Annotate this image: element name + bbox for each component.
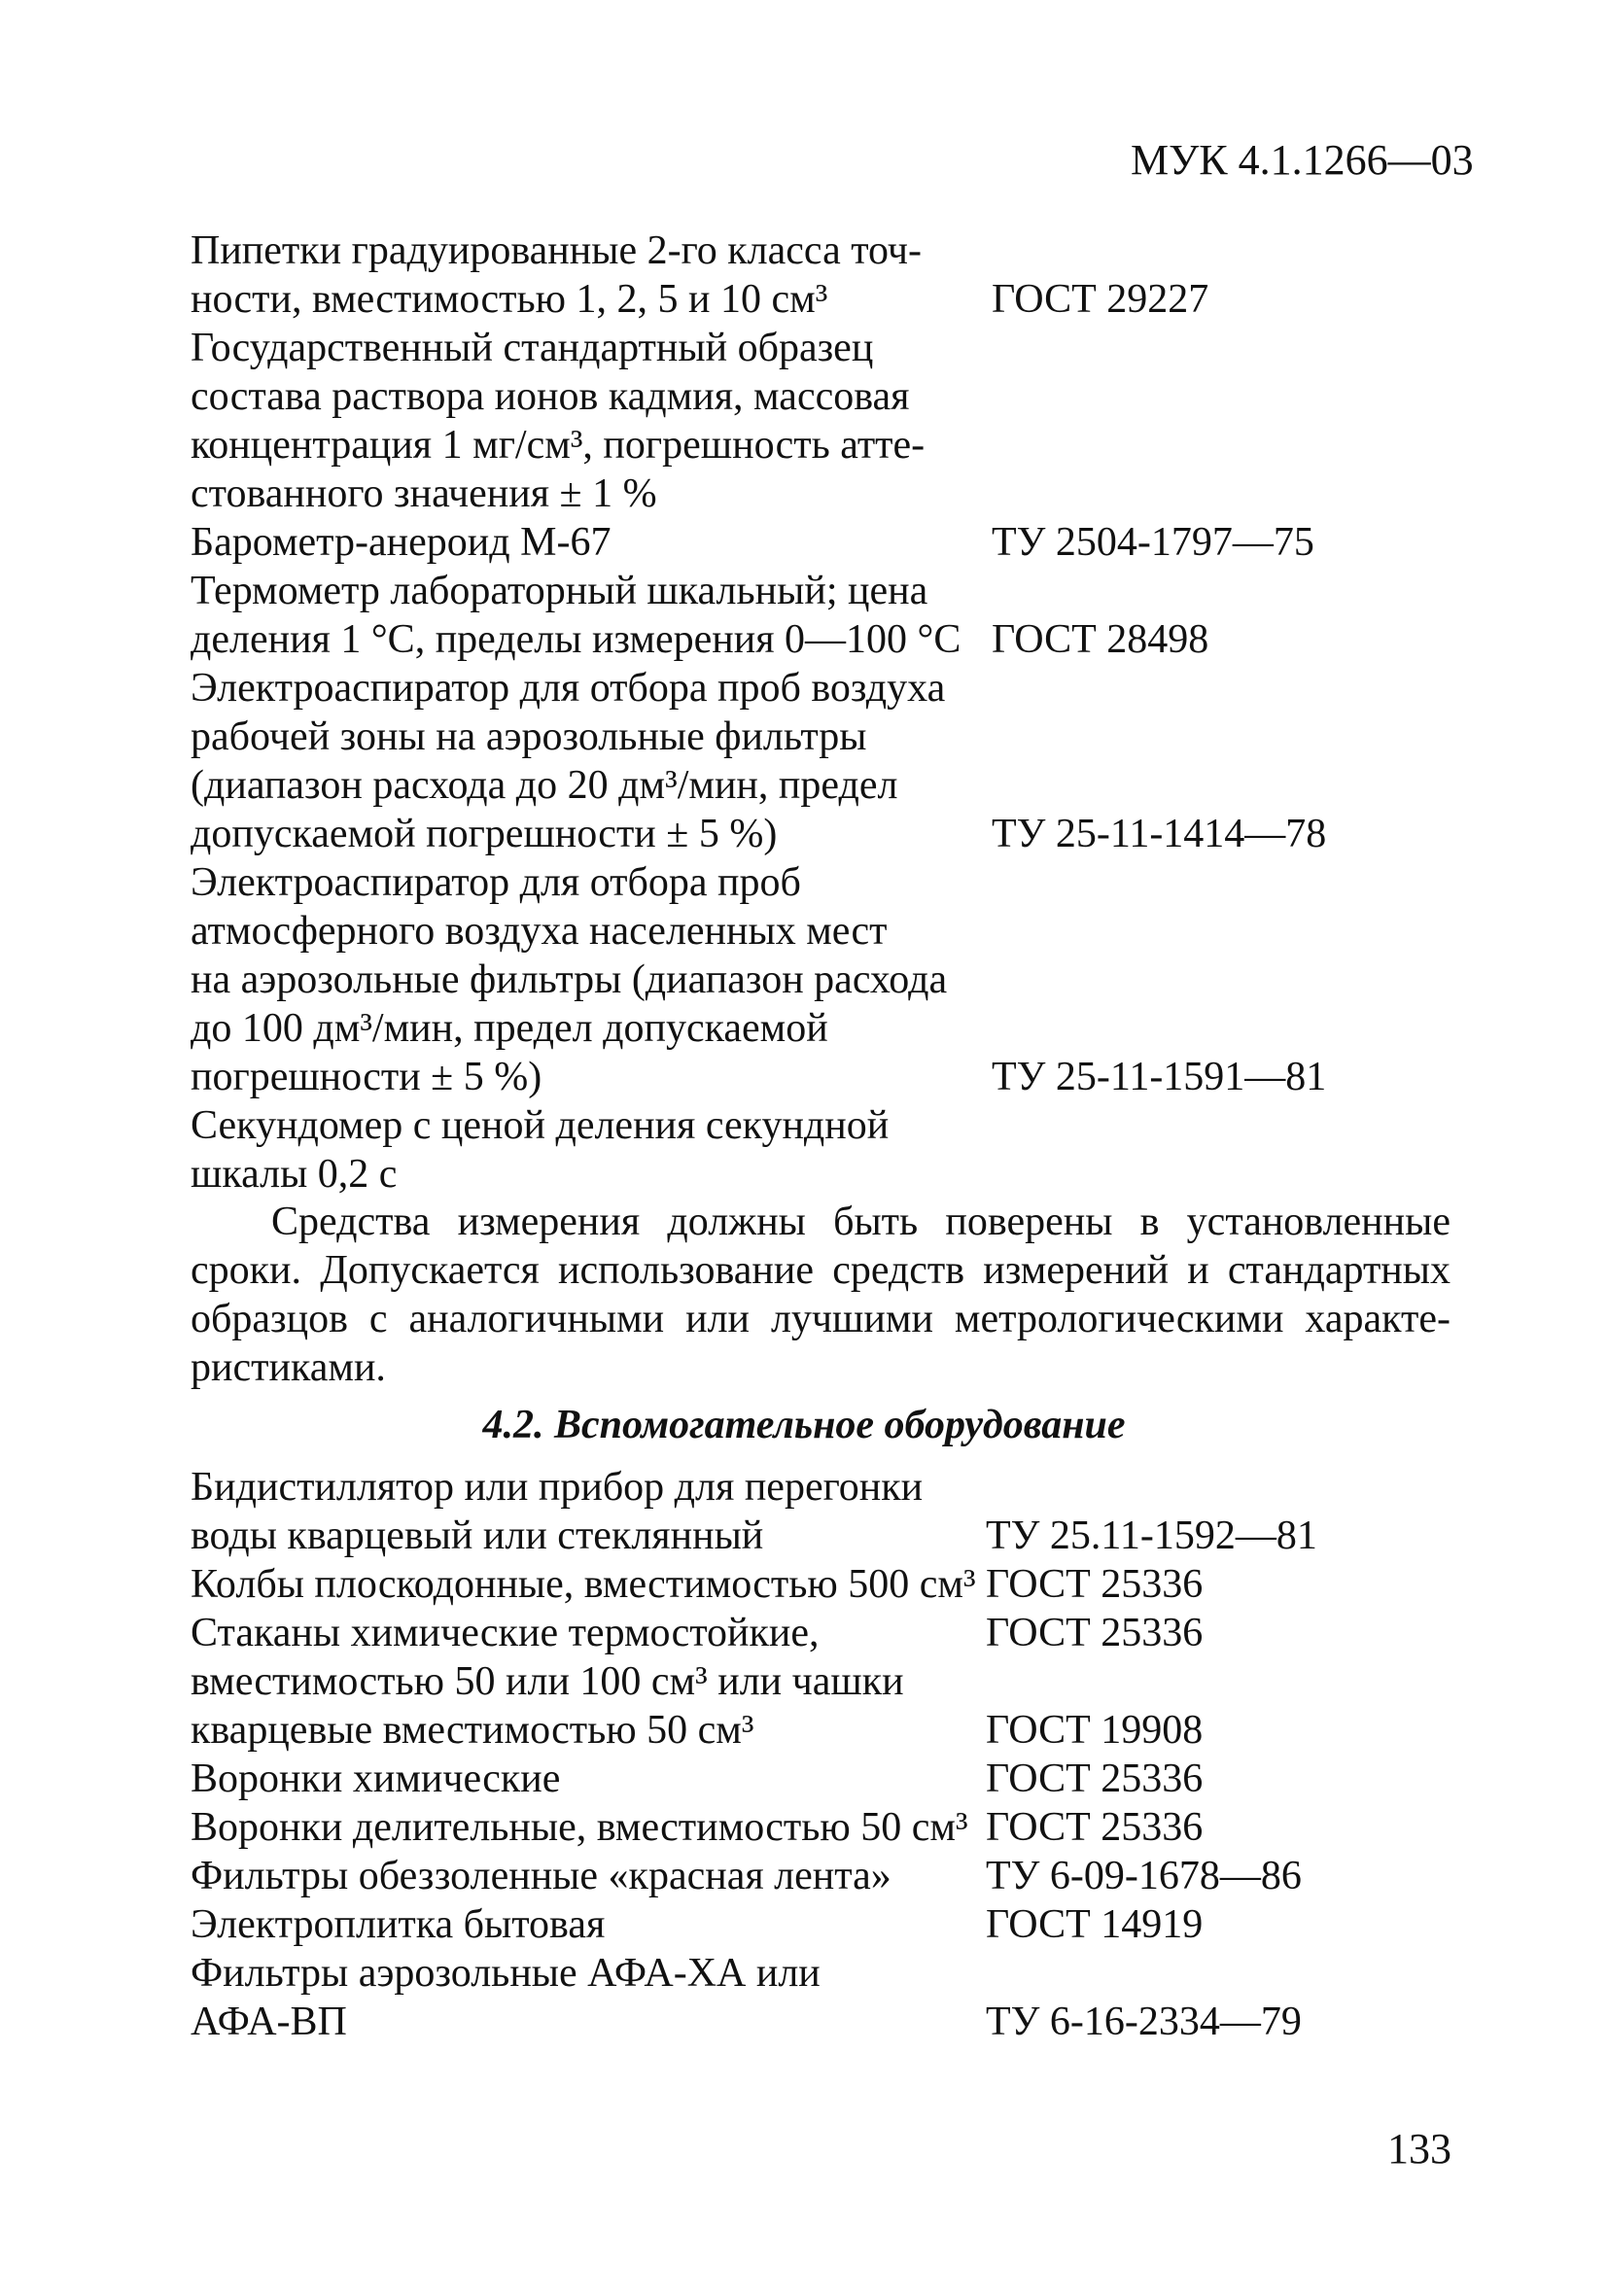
item-text-line: Электроплитка бытовая [191,1902,606,1947]
measuring-instruments-list [191,226,1454,1199]
item-text-line: Фильтры аэрозольные АФА-ХА или [191,1951,821,1996]
item-text-line: на аэрозольные фильтры (диапазон расхода [191,957,948,1002]
item-standard: ТУ 25-11-1591—81 [992,1055,1327,1099]
item-text-line: Электроаспиратор для отбора проб воздуха [191,666,946,711]
item-text-line: Термометр лабораторный шкальный; цена [191,569,928,613]
item-text-line: Государственный стандартный образец [191,326,874,370]
list-item [191,664,1454,858]
item-text-line: состава раствора ионов кадмия, массовая [191,374,910,419]
item-standard: ГОСТ 29227 [992,277,1209,322]
list-item [191,1803,1454,1852]
list-item [191,1900,1454,1949]
list-item [191,1463,1454,1560]
list-item [191,1852,1454,1900]
item-standard: ТУ 25-11-1414—78 [992,812,1327,856]
list-item [191,226,1454,324]
item-standard: ТУ 6-16-2334—79 [986,2000,1302,2044]
item-standard: ГОСТ 28498 [992,617,1209,662]
item-text-line: Стаканы химические термостойкие, [191,1611,820,1655]
item-text-line: Воронки химические [191,1757,561,1801]
item-text-line: рабочей зоны на аэрозольные фильтры [191,714,867,759]
item-text-line: Фильтры обеззоленные «красная лента» [191,1854,891,1898]
item-text-line: Барометр-анероид М-67 [191,520,612,565]
item-text-line: АФА-ВП [191,2000,347,2044]
item-standard: ГОСТ 14919 [986,1902,1204,1947]
item-text-line: Воронки делительные, вместимостью 50 см³ [191,1805,968,1850]
item-standard: ГОСТ 19908 [986,1708,1204,1753]
item-standard: ТУ 2504-1797—75 [992,520,1314,565]
item-text-line: воды кварцевый или стеклянный [191,1513,764,1558]
list-item [191,1609,1454,1657]
item-text-line: Секундомер с ценой деления секундной [191,1103,890,1148]
list-item [191,518,1454,567]
item-text-line: концентрация 1 мг/см³, погрешность атте- [191,423,926,468]
item-standard: ГОСТ 25336 [986,1805,1204,1850]
item-text-line: допускаемой погрешности ± 5 %) [191,812,778,856]
item-text-line: шкалы 0,2 с [191,1152,398,1197]
item-standard: ТУ 6-09-1678—86 [986,1854,1302,1898]
item-text-line: кварцевые вместимостью 50 см³ [191,1708,754,1753]
item-text-line: до 100 дм³/мин, предел допускаемой [191,1006,828,1051]
item-standard: ГОСТ 25336 [986,1611,1204,1655]
list-item [191,858,1454,1101]
item-text-line: погрешности ± 5 %) [191,1055,542,1099]
list-item [191,1560,1454,1609]
item-text-line: Бидистиллятор или прибор для перегонки [191,1465,924,1510]
list-item [191,1101,1454,1199]
item-standard: ТУ 25.11-1592—81 [986,1513,1317,1558]
item-text-line: ности, вместимостью 1, 2, 5 и 10 см³ [191,277,828,322]
item-text-line: вместимостью 50 или 100 см³ или чашки [191,1659,904,1704]
list-item [191,1657,1454,1755]
verification-paragraph: Средства измерения должны быть поверены в установленные сроки. Допускается использование средств измерений и стандартных образцов с аналогичными или лучшими метрологическими характеристиками. [191,1200,1451,1390]
auxiliary-equipment-list [191,1463,1454,2046]
item-text-line: Колбы плоскодонные, вместимостью 500 см³ [191,1562,976,1607]
section-heading: 4.2. Вспомогательное оборудование [482,1403,1126,1447]
item-text-line: Электроаспиратор для отбора проб [191,860,801,905]
document-code: МУК 4.1.1266—03 [1131,136,1474,184]
page-number: 133 [1387,2125,1451,2173]
item-text-line: атмосферного воздуха населенных мест [191,909,888,954]
list-item [191,324,1454,518]
list-item [191,1755,1454,1803]
item-text-line: деления 1 °С, пределы измерения 0—100 °С [191,617,961,662]
item-text-line: Пипетки градуированные 2-го класса точ- [191,228,923,273]
item-text-line: стованного значения ± 1 % [191,471,657,516]
list-item [191,567,1454,664]
item-standard: ГОСТ 25336 [986,1757,1204,1801]
item-text-line: (диапазон расхода до 20 дм³/мин, предел [191,763,898,808]
list-item [191,1949,1454,2046]
item-standard: ГОСТ 25336 [986,1562,1204,1607]
